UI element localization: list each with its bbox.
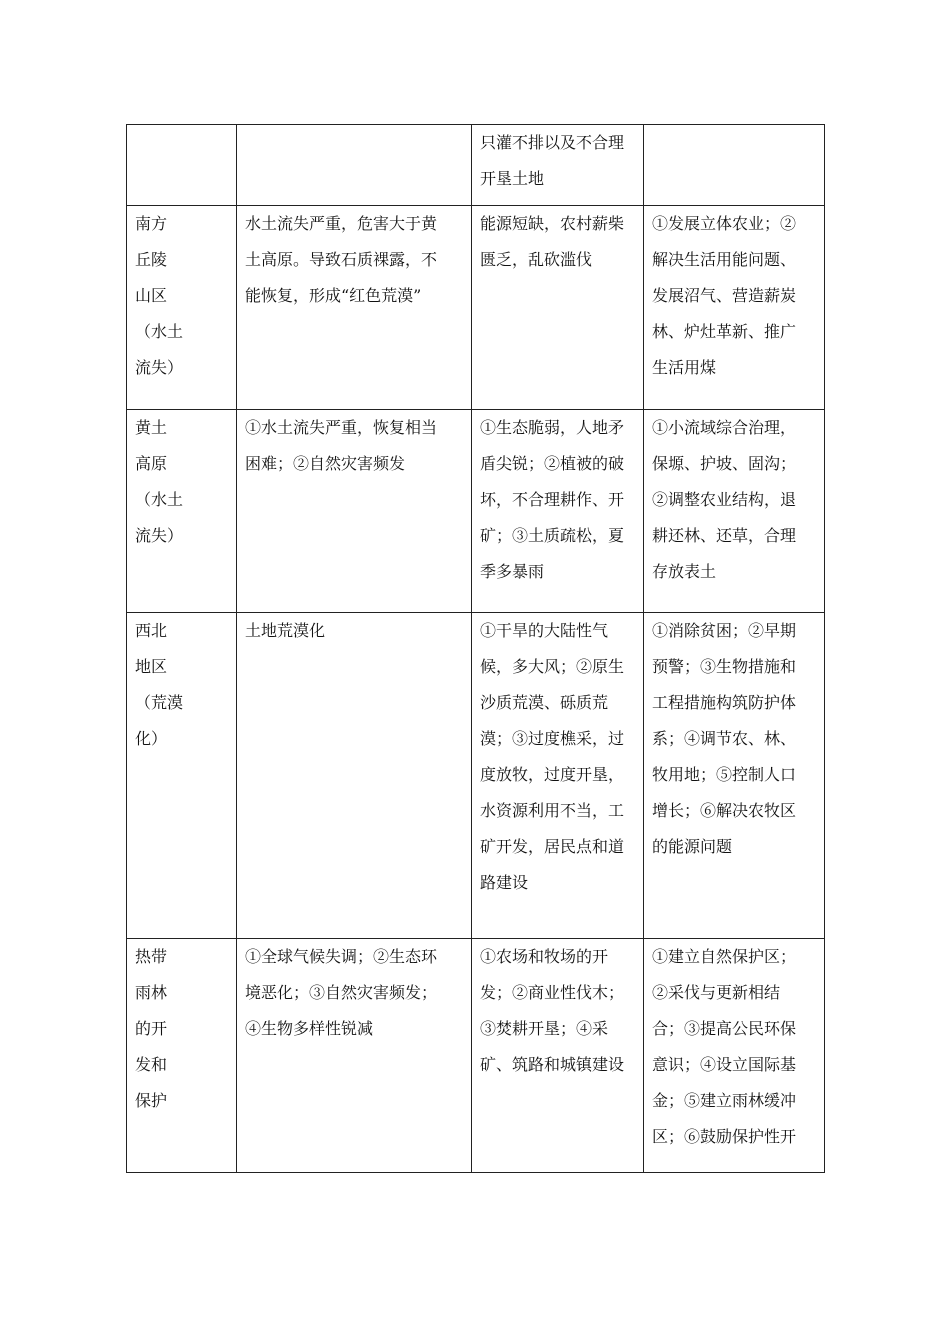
- region-cell: [127, 410, 237, 613]
- measure-text: ①发展立体农业；② 解决生活用能问题、 发展沼气、营造薪炭 林、炉灶革新、推广 生活用煤: [652, 214, 797, 377]
- region-cell: [127, 206, 237, 410]
- measure-text: ①建立自然保护区； ②采伐与更新相结 合；③提高公民环保 意识；④设立国际基 金；⑤建立雨林缓冲 区；⑥鼓励保护性开: [652, 947, 797, 1146]
- cause-text: 只灌不排以及不合理 开垦土地: [480, 133, 625, 188]
- region-text: 西北 地区 （荒漠 化）: [135, 621, 184, 748]
- region-text: 黄土 高原 （水土 流失）: [135, 418, 184, 545]
- cause-cell: [472, 939, 644, 1173]
- problem-cell: [237, 206, 472, 410]
- table-row: [127, 125, 825, 206]
- cause-text: ①生态脆弱，人地矛 盾尖锐；②植被的破 坏，不合理耕作、开 矿；③土质疏松，夏 季多暴雨: [480, 418, 625, 581]
- measure-text: ①小流域综合治理， 保塬、护坡、固沟； ②调整农业结构，退 耕还林、还草，合理 存放表土: [652, 418, 797, 581]
- problem-cell: [237, 410, 472, 613]
- cause-cell: [472, 613, 644, 939]
- content-table: [126, 124, 825, 1173]
- measure-text: ①消除贫困；②早期 预警；③生物措施和 工程措施构筑防护体 系；④调节农、林、 牧用地；⑤控制人口 增长；⑥解决农牧区 的能源问题: [652, 621, 797, 856]
- region-cell: [127, 125, 237, 206]
- problem-text: 土地荒漠化: [245, 621, 326, 640]
- measure-cell: [644, 206, 825, 410]
- region-text: 南方 丘陵 山区 （水土 流失）: [135, 214, 184, 377]
- cause-cell: [472, 125, 644, 206]
- cause-cell: [472, 410, 644, 613]
- measure-cell: [644, 125, 825, 206]
- region-text: 热带 雨林 的开 发和 保护: [135, 947, 168, 1110]
- problem-text: 水土流失严重，危害大于黄 土高原。导致石质裸露，不 能恢复，形成“红色荒漠”: [245, 214, 438, 305]
- measure-cell: [644, 939, 825, 1173]
- problem-text: ①全球气候失调；②生态环 境恶化；③自然灾害频发； ④生物多样性锐减: [245, 947, 438, 1038]
- cause-text: ①干旱的大陆性气 候，多大风；②原生 沙质荒漠、砾质荒 漠；③过度樵采，过 度放牧，过度开垦， 水资源利用不当，工 矿开发，居民点和道 路建设: [480, 621, 625, 892]
- cause-text: ①农场和牧场的开 发；②商业性伐木； ③焚耕开垦；④采 矿、筑路和城镇建设: [480, 947, 625, 1074]
- table-row: [127, 939, 825, 1173]
- table-row: [127, 613, 825, 939]
- table-row: [127, 206, 825, 410]
- problem-cell: [237, 125, 472, 206]
- problem-cell: [237, 939, 472, 1173]
- table-row: [127, 410, 825, 613]
- problem-cell: [237, 613, 472, 939]
- region-cell: [127, 613, 237, 939]
- region-cell: [127, 939, 237, 1173]
- measure-cell: [644, 613, 825, 939]
- cause-text: 能源短缺，农村薪柴 匮乏，乱砍滥伐: [480, 214, 625, 269]
- problem-text: ①水土流失严重，恢复相当 困难；②自然灾害频发: [245, 418, 438, 473]
- cause-cell: [472, 206, 644, 410]
- measure-cell: [644, 410, 825, 613]
